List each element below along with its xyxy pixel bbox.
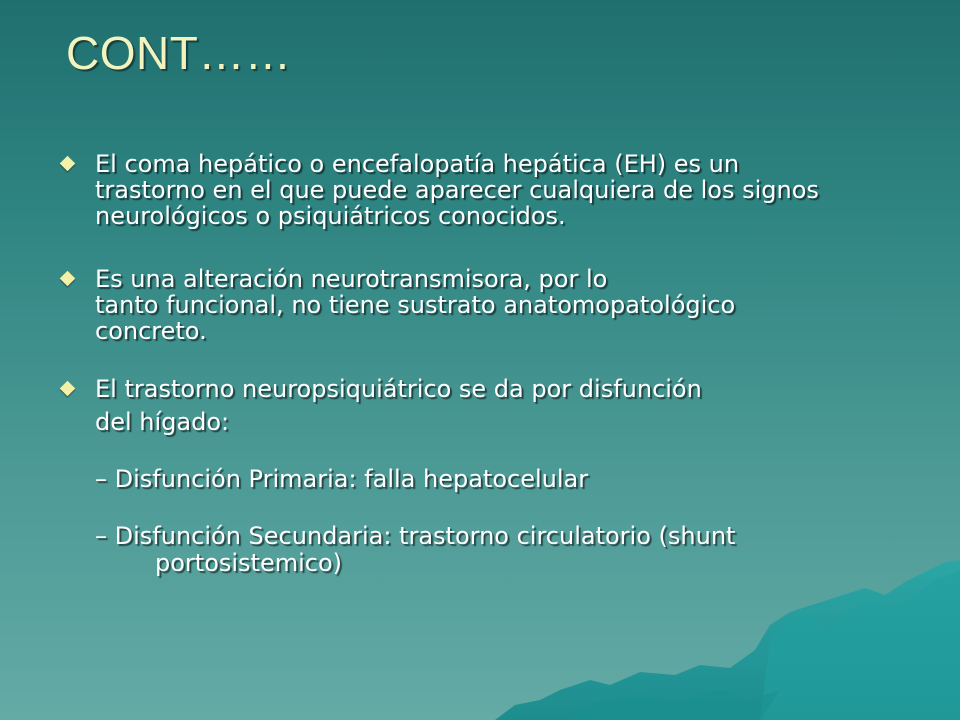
bullet-continuation: del hígado: (95, 408, 230, 436)
bullet-item (60, 151, 840, 229)
bullet-item (60, 266, 840, 344)
sub-item: – Disfunción Primaria: falla hepatocelular (95, 465, 589, 493)
bullet-text: El coma hepático o encefalopatía hepática (EH) es un trastorno en el que puede aparecer cualquiera de los signos neurológicos o psiquiátricos conocidos. (95, 150, 819, 230)
bullet-text-line: tanto funcional, no tiene sustrato anatomopatológico concreto. (95, 291, 736, 345)
diamond-bullet-icon (60, 271, 76, 287)
bullet-item (60, 376, 840, 402)
slide-title: CONT…… (66, 27, 292, 79)
bullet-text-line: El trastorno neuropsiquiátrico se da por disfunción (95, 375, 702, 403)
diamond-bullet-icon (60, 156, 76, 172)
bullet-text-line: Es una alteración neurotransmisora, por lo (95, 265, 608, 293)
sub-item-continuation: portosistemico) (155, 549, 343, 577)
diamond-bullet-icon (60, 381, 76, 397)
sub-item: – Disfunción Secundaria: trastorno circulatorio (shunt (95, 522, 736, 550)
